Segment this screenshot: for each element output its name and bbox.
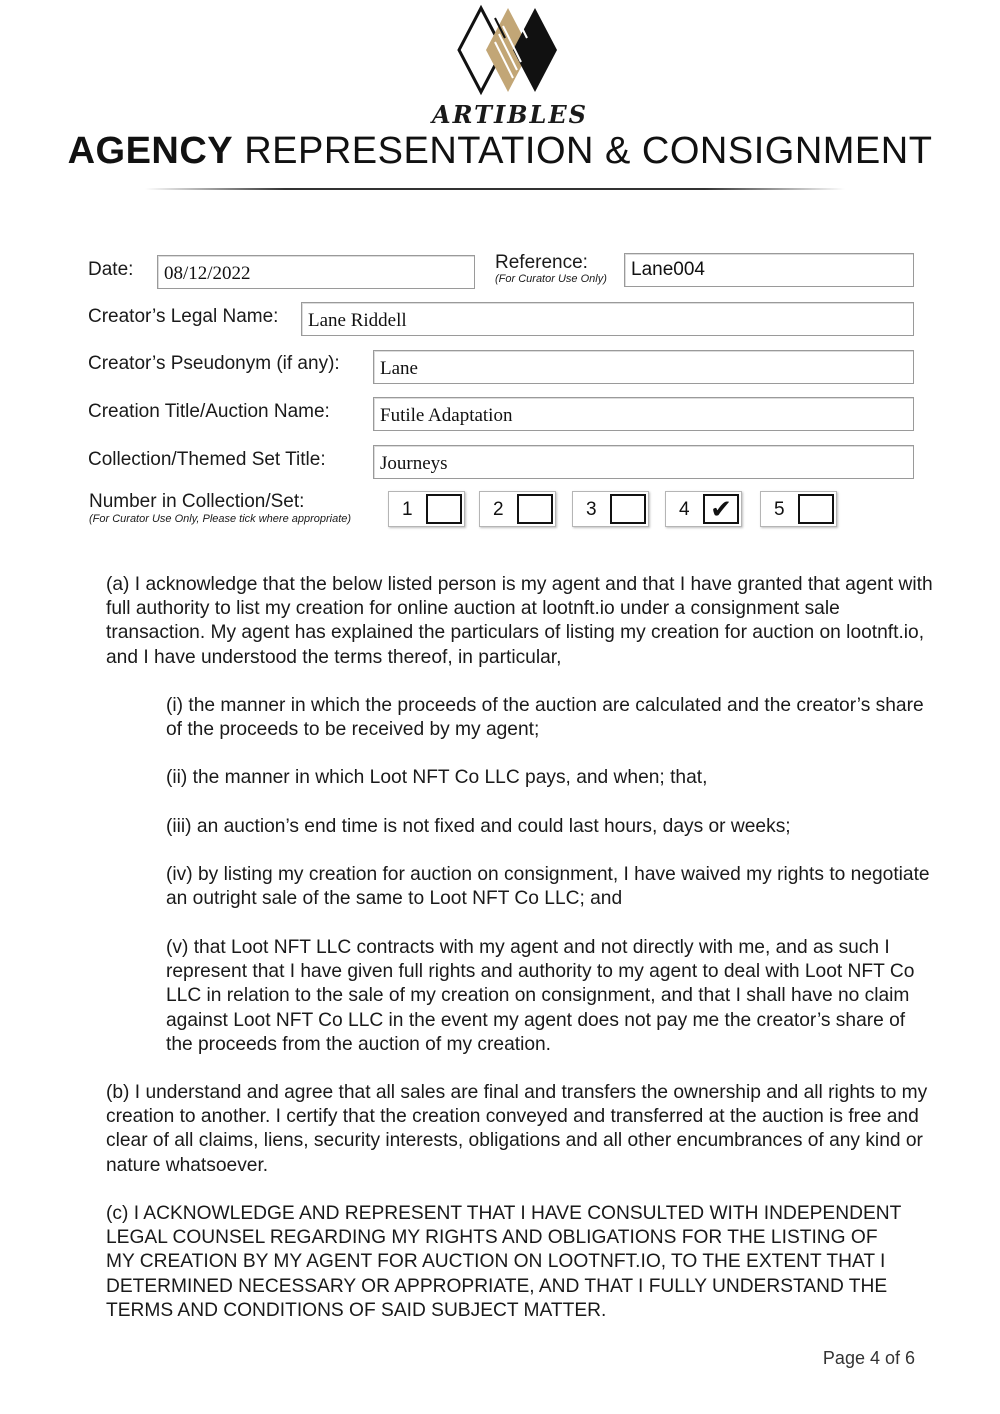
number-option-5[interactable] (760, 491, 837, 527)
reference-label: Reference: (495, 252, 588, 273)
creation-title-field[interactable]: Futile Adaptation (373, 397, 914, 431)
diamond-logo-icon (455, 4, 561, 96)
checkbox[interactable] (798, 494, 834, 524)
clause-a-iv: (iv) by listing my creation for auction on consignment, I have waived my rights to negotiate an outright sale of the same to Loot NFT Co LLC; and (166, 864, 930, 910)
clause-c: (c) I ACKNOWLEDGE AND REPRESENT THAT I HAVE CONSULTED WITH INDEPENDENT LEGAL COUNSEL REGARDING MY RIGHTS AND OBLIGATIONS FOR THE LISTING OF MY CREATION BY MY AGENT FOR AUCTION ON LOOTNFT.IO, TO THE EXTENT THAT I DETERMINED NECESSARY OR APPROPRIATE, AND THAT I FULLY UNDERSTAND THE TERMS AND CONDITIONS OF SAID SUBJECT MATTER. (106, 1203, 901, 1321)
checkbox[interactable] (426, 494, 462, 524)
clause-a-ii: (ii) the manner in which Loot NFT Co LLC pays, and when; that, (166, 767, 708, 788)
number-option-label: 5 (774, 499, 785, 520)
number-option-2[interactable] (479, 491, 556, 527)
page-title (0, 130, 1000, 173)
number-option-label: 1 (402, 499, 413, 520)
page-number: Page 4 of 6 (822, 1348, 915, 1368)
title-divider (145, 188, 845, 190)
number-option-1[interactable] (388, 491, 465, 527)
title-rest: REPRESENTATION & CONSIGNMENT (233, 130, 933, 172)
number-option-label: 2 (493, 499, 504, 520)
clause-a: (a) I acknowledge that the below listed person is my agent and that I have granted that agent with full authority to list my creation for online auction at lootnft.io under a consignment sale transaction. My agent has explained the particulars of listing my creation for auction on lootnft.io, and I have understood the terms thereof, in particular, (106, 574, 933, 668)
number-option-label: 4 (679, 499, 690, 520)
date-label: Date: (88, 259, 134, 280)
brand-wordmark: ARTIBLES (431, 100, 588, 129)
creation-title-label: Creation Title/Auction Name: (88, 401, 330, 422)
reference-note: (For Curator Use Only) (495, 273, 607, 285)
checkbox[interactable] (610, 494, 646, 524)
number-option-label: 3 (586, 499, 597, 520)
reference-field[interactable]: Lane004 (624, 253, 914, 287)
number-label: Number in Collection/Set: (89, 491, 305, 512)
title-bold: AGENCY (67, 130, 234, 172)
number-option-3[interactable] (572, 491, 649, 527)
checkbox-checked[interactable]: ✔ (703, 494, 739, 524)
legal-name-field[interactable]: Lane Riddell (301, 302, 914, 336)
clause-a-v: (v) that Loot NFT LLC contracts with my agent and not directly with me, and as such I represent that I have given full rights and authority to my agent to deal with Loot NFT Co LLC in relation to the sale of my creation on consignment, and that I shall have no claim against Loot NFT Co LLC in the event my agent does not pay me the creator’s share of the proceeds from the auction of my creation. (166, 937, 915, 1055)
date-field[interactable]: 08/12/2022 (157, 255, 475, 289)
clause-b: (b) I understand and agree that all sales are final and transfers the ownership and all rights to my creation to another. I certify that the creation conveyed and transferred at the auction is free and clear of all claims, liens, security interests, obligations and all other encumbrances of any kind or nature whatsoever. (106, 1082, 928, 1176)
checkbox[interactable] (517, 494, 553, 524)
legal-name-label: Creator’s Legal Name: (88, 306, 279, 327)
collection-label: Collection/Themed Set Title: (88, 449, 326, 470)
number-note: (For Curator Use Only, Please tick where appropriate) (89, 513, 352, 525)
collection-field[interactable]: Journeys (373, 445, 914, 479)
pseudonym-field[interactable]: Lane (373, 350, 914, 384)
pseudonym-label: Creator’s Pseudonym (if any): (88, 353, 340, 374)
number-option-4[interactable] (665, 491, 742, 527)
clause-a-iii: (iii) an auction’s end time is not fixed and could last hours, days or weeks; (166, 816, 791, 837)
clause-a-i: (i) the manner in which the proceeds of the auction are calculated and the creator’s share of the proceeds to be received by my agent; (166, 695, 924, 741)
